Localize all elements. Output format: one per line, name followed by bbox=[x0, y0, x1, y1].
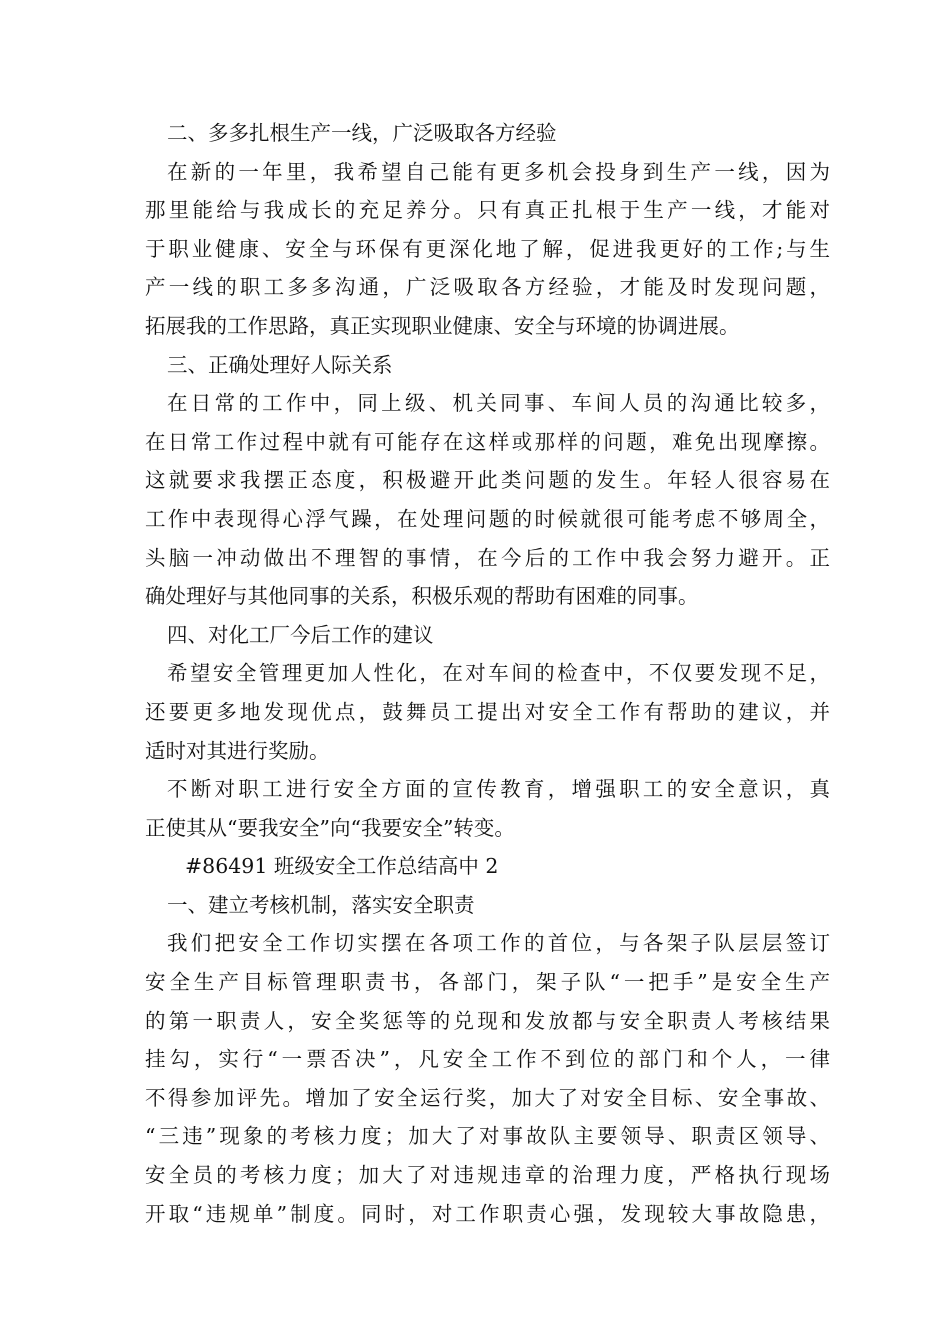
paragraph-line: 产一线的职工多多沟通，广泛吸取各方经验，才能及时发现问题， bbox=[145, 275, 830, 300]
paragraph-line: 那里能给与我成长的充足养分。只有真正扎根于生产一线，才能对 bbox=[145, 198, 830, 223]
paragraph-line: 于职业健康、安全与环保有更深化地了解，促进我更好的工作;与生 bbox=[145, 236, 830, 261]
paragraph-line: 不断对职工进行安全方面的宣传教育，增强职工的安全意识，真 bbox=[167, 777, 830, 802]
paragraph-line: 适时对其进行奖励。 bbox=[145, 738, 330, 763]
paragraph-line: 工作中表现得心浮气躁，在处理问题的时候就很可能考虑不够周全， bbox=[145, 506, 830, 531]
paragraph-line: 确处理好与其他同事的关系，积极乐观的帮助有困难的同事。 bbox=[145, 584, 699, 609]
paragraph-line: 开取“违规单”制度。同时，对工作职责心强，发现较大事故隐患， bbox=[145, 1201, 830, 1226]
paragraph-line: 的第一职责人，安全奖惩等的兑现和发放都与安全职责人考核结果 bbox=[145, 1008, 830, 1033]
section-heading-1: 一、建立考核机制，落实安全职责 bbox=[167, 892, 475, 917]
paragraph-line: 在日常工作过程中就有可能存在这样或那样的问题，难免出现摩擦。 bbox=[145, 429, 830, 454]
section-heading-4: 四、对化工厂今后工作的建议 bbox=[167, 622, 434, 647]
paragraph-line: 拓展我的工作思路，真正实现职业健康、安全与环境的协调进展。 bbox=[145, 313, 740, 338]
paragraph-line: 在日常的工作中，同上级、机关同事、车间人员的沟通比较多， bbox=[167, 391, 830, 416]
paragraph-line: 希望安全管理更加人性化，在对车间的检查中，不仅要发现不足， bbox=[167, 661, 830, 686]
paragraph-line: 还要更多地发现优点，鼓舞员工提出对安全工作有帮助的建议，并 bbox=[145, 699, 830, 724]
paragraph-line: 挂勾，实行“一票否决”，凡安全工作不到位的部门和个人，一律 bbox=[145, 1047, 830, 1072]
document-title: #86491 班级安全工作总结高中 2 bbox=[185, 854, 499, 879]
paragraph-line: 正使其从“要我安全”向“我要安全”转变。 bbox=[145, 815, 515, 840]
paragraph-line: 安全生产目标管理职责书，各部门，架子队“一把手”是安全生产 bbox=[145, 970, 830, 995]
section-heading-2: 二、多多扎根生产一线，广泛吸取各方经验 bbox=[167, 121, 557, 145]
paragraph-line: “三违”现象的考核力度；加大了对事故队主要领导、职责区领导、 bbox=[145, 1124, 830, 1149]
document-body bbox=[145, 114, 830, 1233]
paragraph-line: 不得参加评先。增加了安全运行奖，加大了对安全目标、安全事故、 bbox=[145, 1085, 830, 1110]
paragraph-line: 在新的一年里，我希望自己能有更多机会投身到生产一线，因为 bbox=[167, 159, 830, 184]
section-heading-3: 三、正确处理好人际关系 bbox=[167, 352, 393, 377]
paragraph-line: 安全员的考核力度；加大了对违规违章的治理力度，严格执行现场 bbox=[145, 1163, 830, 1188]
paragraph-line: 我们把安全工作切实摆在各项工作的首位，与各架子队层层签订 bbox=[167, 931, 830, 956]
paragraph-line: 头脑一冲动做出不理智的事情，在今后的工作中我会努力避开。正 bbox=[145, 545, 830, 570]
paragraph-line: 这就要求我摆正态度，积极避开此类问题的发生。年轻人很容易在 bbox=[145, 468, 830, 493]
